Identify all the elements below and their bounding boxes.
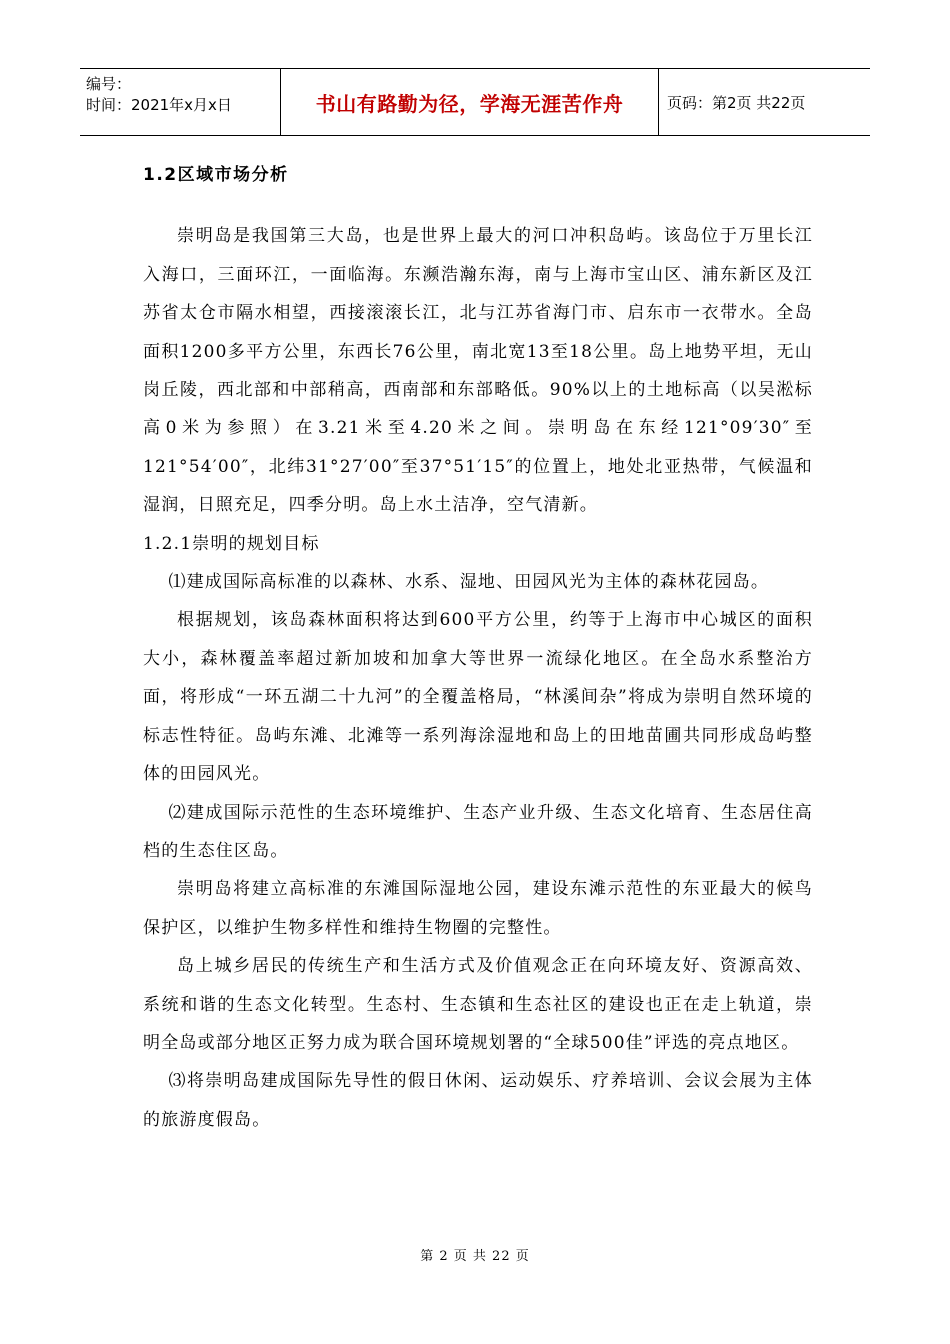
paragraph-wetland: 崇明岛将建立高标准的东滩国际湿地公园，建设东滩示范性的东亚最大的候鸟保护区，以维护生物多样性和维持生物圈的完整性。 [143,879,813,938]
header-motto: 书山有路勤为径，学海无涯苦作舟 [281,69,659,135]
header-meta [80,69,281,135]
paragraph-forest: 根据规划，该岛森林面积将达到600平方公里，约等于上海市中心城区的面积大小，森林覆盖率超过新加坡和加拿大等世界一流绿化地区。在全岛水系整治方面，将形成“一环五湖二十九河”的全覆盖格局，“林溪间杂”将成为崇明自然环境的标志性特征。岛屿东滩、北滩等一系列海涂湿地和岛上的田地苗圃共同形成岛屿整体的田园风光。 [143,610,813,785]
section-title: 1.2区域市场分析 [143,165,289,185]
goal-2: ⑵建成国际示范性的生态环境维护、生态产业升级、生态文化培育、生态居住高档的生态住区岛。 [143,802,813,861]
paragraph-culture: 岛上城乡居民的传统生产和生活方式及价值观念正在向环境友好、资源高效、系统和谐的生态文化转型。生态村、生态镇和生态社区的建设也正在走上轨道，崇明全岛或部分地区正努力成为联合国环境规划署的“全球500佳”评选的亮点地区。 [143,956,813,1053]
page-footer: 第 2 页 共 22 页 [420,1249,530,1264]
page-header [80,68,870,136]
document-body [143,156,813,1139]
subsection-title: 1.2.1崇明的规划目标 [143,533,320,554]
number-label: 编号： [86,75,132,93]
paragraph-intro: 崇明岛是我国第三大岛，也是世界上最大的河口冲积岛屿。该岛位于万里长江入海口，三面环江，一面临海。东濒浩瀚东海，南与上海市宝山区、浦东新区及江苏省太仓市隔水相望，西接滚滚长江，北与江苏省海门市、启东市一衣带水。全岛面积1200多平方公里，东西长76公里，南北宽13至18公里。岛上地势平坦，无山岗丘陵，西北部和中部稍高，西南部和东部略低。90%以上的土地标高（以吴淞标高0米为参照）在3.21米至4.20米之间。崇明岛在东经121°09′30″至121°54′00″，北纬31°27′00″至37°51′15″的位置上，地处北亚热带，气候温和湿润，日照充足，四季分明。岛上水土洁净，空气清新。 [143,226,813,516]
goal-3: ⑶将崇明岛建成国际先导性的假日休闲、运动娱乐、疗养培训、会议会展为主体的旅游度假岛。 [143,1071,813,1130]
time-label: 时间：2021年x月x日 [86,96,232,114]
header-page-info: 页码：第2页 共22页 [667,93,806,112]
goal-1: ⑴建成国际高标准的以森林、水系、湿地、田园风光为主体的森林花园岛。 [168,572,770,593]
